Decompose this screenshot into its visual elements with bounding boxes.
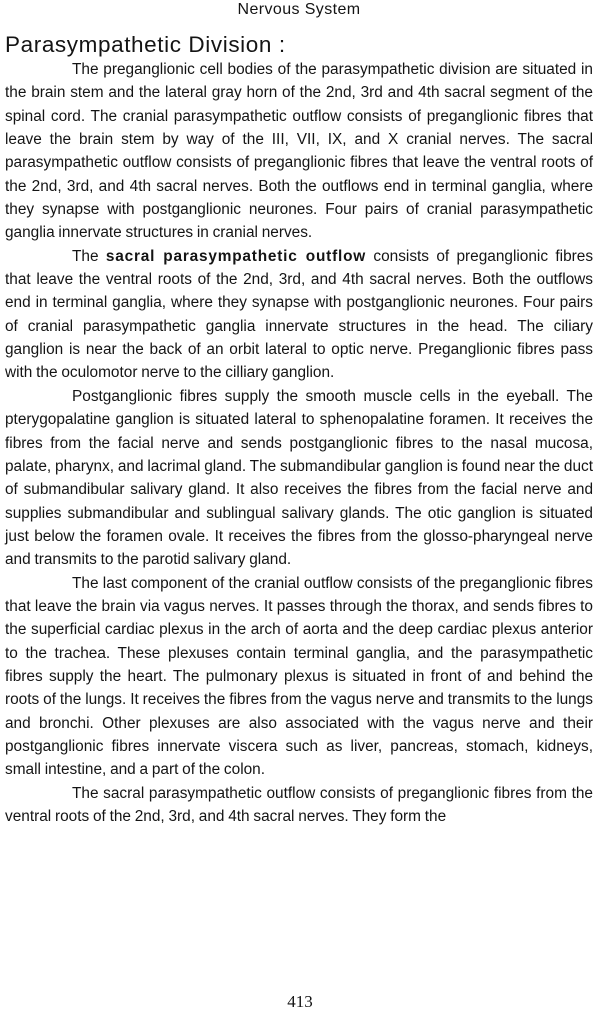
paragraph-3: Postganglionic fibres supply the smooth muscle cells in the eyeball. The pterygopalatine ganglion is situated lateral to sphenopalatine foramen. It receives the fibres from the facial nerve and sends postganglionic fibres to the nasal mucosa, palate, pharynx, and lacrimal gland. The submandibular ganglion is found near the duct of submandibular salivary gland. It also receives the fibres from the facial nerve and supplies submandibular and sublingual salivary glands. The otic ganglion is situated just below the foramen ovale. It receives the fibres from the glosso-pharyngeal nerve and transmits to the parotid salivary gland. <box>5 387 593 569</box>
body-text <box>5 58 593 828</box>
paragraph-2-lead: The <box>72 247 106 265</box>
running-head: Nervous System <box>237 1 361 18</box>
paragraph-2-rest: consists of preganglionic fibres that leave the ventral roots of the 2nd, 3rd, and 4th sacral nerves. Both the outflows end in terminal ganglia, where they synapse with postganglionic neurones. Four pairs of cranial parasympathetic ganglia innervate structures in the head. The ciliary ganglion is near the back of an orbit lateral to optic nerve. Preganglionic fibres pass with the oculomotor nerve to the cilliary ganglion. <box>5 247 594 382</box>
section-heading: Parasympathetic Division : <box>5 32 286 57</box>
paragraph-2 <box>5 245 593 385</box>
paragraph-4: The last component of the cranial outflow consists of the preganglionic fibres that leave the brain via vagus nerves. It passes through the thorax, and sends fibres to the superficial cardiac plexus in the arch of aorta and the deep cardiac plexus anterior to the trachea. These plexuses contain terminal ganglia, and the parasympathetic fibres supply the heart. The pulmonary plexus is situated in front of and behind the roots of the lungs. It receives the fibres from the vagus nerve and transmits to the lungs and bronchi. Other plexuses are also associated with the vagus nerve and their postganglionic fibres innervate viscera such as liver, pancreas, stomach, kidneys, small intestine, and a part of the colon. <box>5 574 593 779</box>
paragraph-5: The sacral parasympathetic outflow consists of preganglionic fibres from the ventral roots of the 2nd, 3rd, and 4th sacral nerves. They form the <box>5 784 593 825</box>
key-term-sacral-outflow: sacral parasympathetic outflow <box>105 247 367 265</box>
page-number: 413 <box>287 992 313 1011</box>
paragraph-1: The preganglionic cell bodies of the parasympathetic division are situated in the brain stem and the lateral gray horn of the 2nd, 3rd and 4th sacral segment of the spinal cord. The cranial parasympathetic outflow consists of preganglionic fibres that leave the brain stem by way of the III, VII, IX, and X cranial nerves. The sacral parasympathetic outflow consists of preganglionic fibres that leave the ventral roots of the 2nd, 3rd, and 4th sacral nerves. Both the outflows end in terminal ganglia, where they synapse with postganglionic neurones. Four pairs of cranial parasympathetic ganglia innervate structures in cranial nerves. <box>5 61 593 242</box>
